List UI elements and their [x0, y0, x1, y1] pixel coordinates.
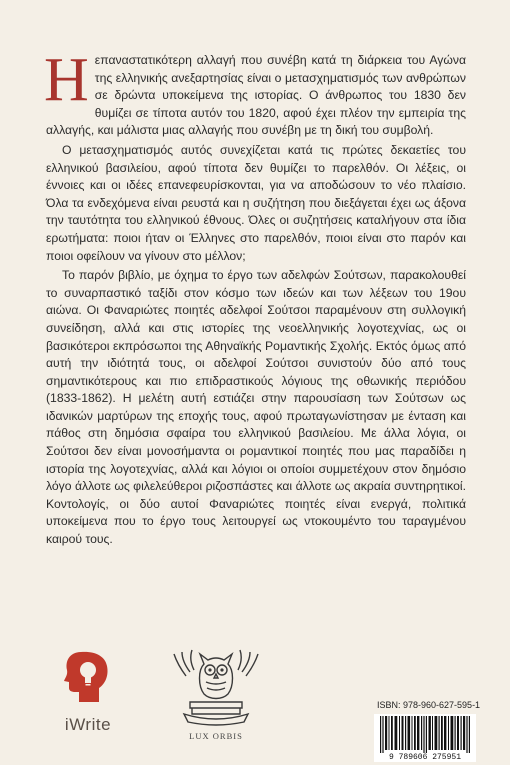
barcode-icon	[374, 714, 476, 754]
owl-on-books-icon	[170, 646, 262, 730]
paragraph-3: Το παρόν βιβλίο, με όχημα το έργο των αδελφών Σούτσων, παρακολουθεί το συναρπαστικό ταξίδι στον κόσμο των ιδεών και των λέξεων του 19ου αιώνα. Οι Φαναριώτες ποιητές αδελφοί Σούτσοι παραμένουν στη συλλογική συνείδηση, αλλά και στις ιστορίες της νεοελληνικής λογοτεχνίας, ως οι βασικότεροι εκπρόσωποι της Αθηναϊκής Ρομαντικής Σχολής. Εκτός όμως από αυτή την ιδιότητά τους, οι αδελφοί Σούτσοι συνιστούν δύο από τους σημαντικότερους και πιο επιδραστικούς λόγιους της οθωνικής περιόδου (1833-1862). Η μελέτη αυτή εστιάζει στην παρουσίαση των Σούτσων ως ιδανικών μαρτύρων της εποχής τους, αφού πρωταγωνίστησαν με ένταση και πάθος στη δημόσια σφαίρα του ελληνικού βασιλείου. Με άλλα λόγια, οι Σούτσοι δεν είναι μονοσήμαντα οι ρομαντικοί ποιητές που μας παραδίδει η ιστορία της λογοτεχνίας, αλλά και λόγιοι οι οποίοι συμμετέχουν στον δημόσιο λόγο άλλοτε ως φιλελεύθεροι ριζοσπάστες και άλλοτε ως ακραία συντηρητικοί. Κοντολογίς, οι δύο αυτοί Φαναριώτες ποιητές είναι ενεργά, πολιτικά υποκείμενα που το έργο τους λειτουργεί ως ντοκουμέντο του ταραγμένου καιρού τους.	[46, 268, 466, 547]
iwrite-head-lightbulb-icon	[61, 648, 115, 708]
barcode-digits: 9 789606 275951	[374, 753, 476, 762]
paragraph-1-text: επαναστατικότερη αλλαγή που συνέβη κατά τη διάρκεια του Αγώνα της ελληνικής ανεξαρτησίας είναι ο μετασχηματισμός των ανθρώπων σε δρώντα υποκείμενα της ιστορίας. Ο άνθρωπος του 1830 δεν θυμίζει σε τίποτα αυτόν του 1820, αφού έχει πλέον την εμπειρία της αλλαγής, και μάλιστα μιας αλλαγής που συνέβη με τη δική του συμβολή.	[46, 53, 466, 138]
isbn-label: ISBN: 978-960-627-595-1	[377, 700, 481, 710]
barcode	[374, 714, 476, 762]
lux-orbis-logo	[168, 646, 264, 741]
publisher-name: iWrite	[64, 715, 112, 734]
back-cover-text	[44, 46, 466, 551]
drop-cap: Η	[44, 46, 89, 114]
paragraph-1	[44, 46, 466, 140]
cover-footer	[0, 640, 510, 765]
paragraph-2: Ο μετασχηματισμός αυτός συνεχίζεται κατά τις πρώτες δεκαετίες του ελληνικού βασιλείου, αφού τίποτα δεν θυμίζει το παρελθόν. Οι λέξεις, οι έννοιες και οι ιδέες επανεφευρίσκονται, για να αποδώσουν το νέο πλαίσιο. Όλα τα ενδεχόμενα είναι ρευστά και η συζήτηση που διεξάγεται έχει ως άξονα την ταυτότητα του ελληνικού έθνους. Όλες οι συζητήσεις καταλήγουν στα ίδια ερωτήματα: ποιοι ήταν οι Έλληνες στο παρελθόν, ποιοι είναι στο παρόν και ποιοι οφείλουν να γίνουν στο μέλλον;	[46, 142, 466, 263]
lux-orbis-motto: LUX ORBIS	[189, 731, 243, 741]
iwrite-logo	[52, 648, 124, 735]
